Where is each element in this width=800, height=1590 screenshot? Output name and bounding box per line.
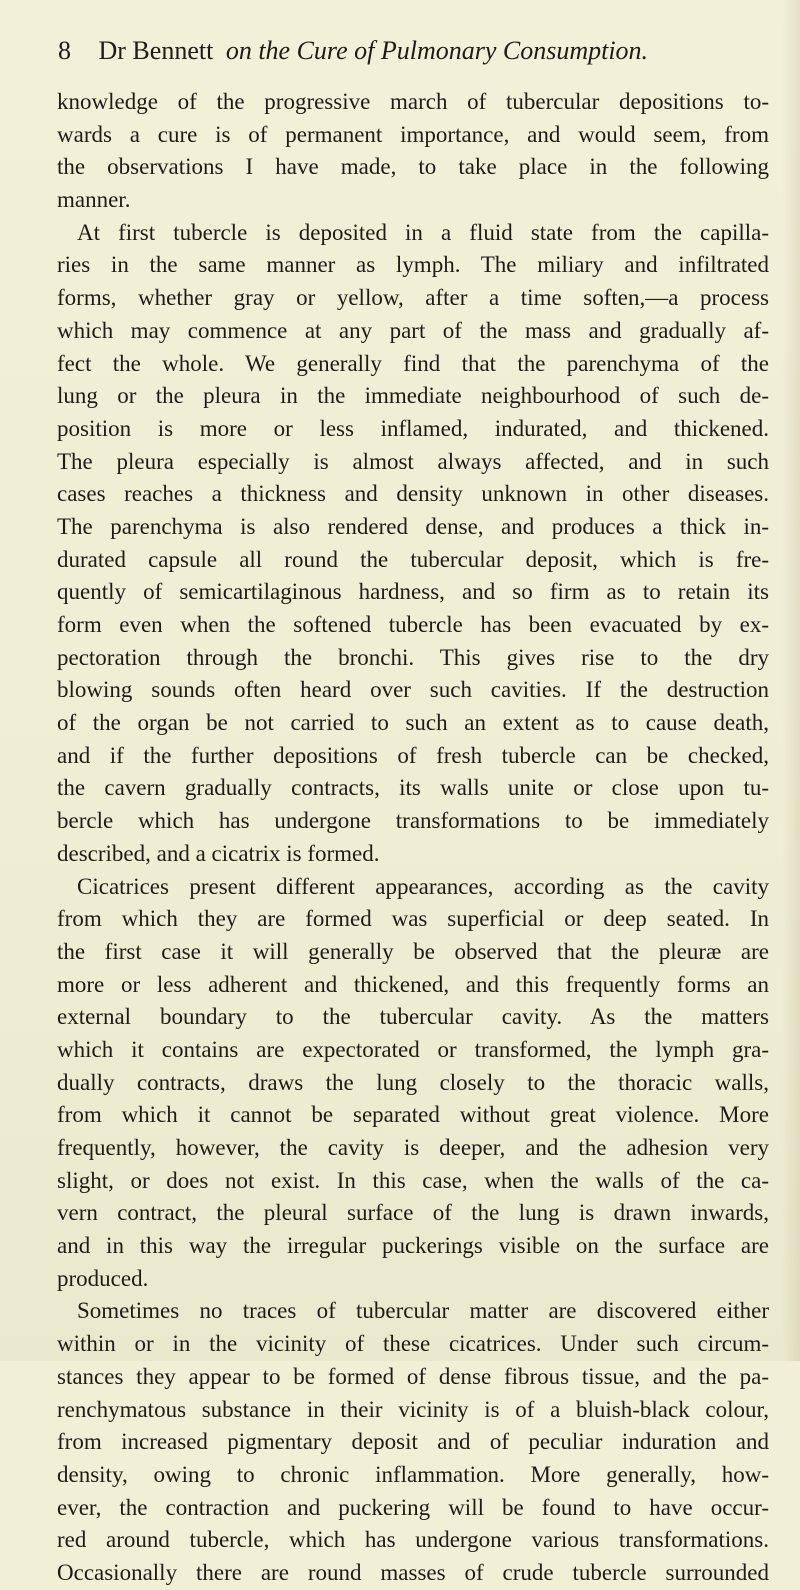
text-line: from increased pigmentary deposit and of peculiar induration and [57, 1429, 769, 1455]
text-line: position is more or less inflamed, indurated, and thickened. [57, 415, 769, 441]
running-header [58, 36, 758, 70]
text-line: Occasionally there are round masses of crude tubercle surrounded [57, 1559, 769, 1585]
text-line: quently of semicartilaginous hardness, and so firm as to retain its [57, 579, 769, 605]
text-line: knowledge of the progressive march of tubercular depositions to- [57, 89, 769, 114]
text-line: slight, or does not exist. In this case, when the walls of the ca- [57, 1167, 769, 1193]
text-line: more or less adherent and thickened, and this frequently forms an [57, 971, 769, 997]
text-line: ries in the same manner as lymph. The miliary and infiltrated [57, 252, 769, 278]
text-line: form even when the softened tubercle has been evacuated by ex- [57, 612, 769, 637]
text-line: produced. [57, 1265, 149, 1291]
text-line: cases reaches a thickness and density unknown in other diseases. [57, 481, 769, 507]
text-line: The pleura especially is almost always affected, and in such [57, 448, 769, 474]
text-line: dually contracts, draws the lung closely to the thoracic walls, [57, 1069, 769, 1095]
text-line: of the organ be not carried to such an extent as to cause death, [57, 710, 769, 736]
text-line: fect the whole. We generally find that the parenchyma of the [57, 350, 769, 376]
page-edge-shadow [782, 0, 800, 1361]
text-line: renchymatous substance in their vicinity is of a bluish-black colour, [57, 1396, 769, 1422]
text-line: described, and a cicatrix is formed. [57, 840, 380, 866]
text-line: manner. [57, 187, 131, 213]
text-line: which it contains are expectorated or transformed, the lymph gra- [57, 1036, 769, 1062]
text-line: within or in the vicinity of these cicatrices. Under such circum- [57, 1331, 769, 1357]
text-line: blowing sounds often heard over such cavities. If the destruction [57, 677, 769, 703]
text-line: wards a cure is of permanent importance, and would seem, from [57, 121, 769, 147]
text-line: pectoration through the bronchi. This gives rise to the dry [57, 644, 769, 670]
text-line: red around tubercle, which has undergone various transformations. [57, 1527, 769, 1553]
text-line: stances they appear to be formed of dense fibrous tissue, and the pa- [57, 1363, 769, 1389]
text-line: frequently, however, the cavity is deeper, and the adhesion very [57, 1135, 769, 1160]
text-line: ever, the contraction and puckering will be found to have occur- [57, 1494, 769, 1520]
text-line: lung or the pleura in the immediate neighbourhood of such de- [57, 383, 769, 409]
text-line: the cavern gradually contracts, its walls unite or close upon tu- [57, 775, 769, 801]
text-line: At first tubercle is deposited in a fluid state from the capilla- [77, 219, 769, 245]
text-line: and in this way the irregular puckerings visible on the surface are [57, 1233, 769, 1259]
text-line: from which it cannot be separated without great violence. More [57, 1102, 769, 1128]
text-line: vern contract, the pleural surface of the lung is drawn inwards, [57, 1200, 769, 1226]
text-line: forms, whether gray or yellow, after a time soften,—a process [57, 285, 769, 311]
header-title: on the Cure of Pulmonary Consumption. [225, 36, 649, 65]
text-line: Cicatrices present different appearances, according as the cavity [77, 873, 769, 899]
text-line: the observations I have made, to take place in the following [57, 154, 769, 180]
text-line: The parenchyma is also rendered dense, and produces a thick in- [57, 513, 769, 539]
text-line: Sometimes no traces of tubercular matter are discovered either [77, 1298, 769, 1324]
text-line: which may commence at any part of the mass and gradually af- [57, 317, 769, 343]
text-line: and if the further depositions of fresh tubercle can be checked, [57, 742, 769, 768]
header-author: Dr Bennett [98, 36, 214, 65]
body-text [57, 86, 769, 1590]
text-line: bercle which has undergone transformations to be immediately [57, 808, 769, 834]
text-line: the first case it will generally be observed that the pleuræ are [57, 938, 769, 964]
text-line: density, owing to chronic inflammation. More generally, how- [57, 1461, 769, 1487]
text-line: from which they are formed was superficial or deep seated. In [57, 906, 769, 932]
text-line: external boundary to the tubercular cavity. As the matters [57, 1004, 769, 1030]
text-line: durated capsule all round the tubercular deposit, which is fre- [57, 546, 769, 572]
page-number: 8 [58, 36, 71, 65]
